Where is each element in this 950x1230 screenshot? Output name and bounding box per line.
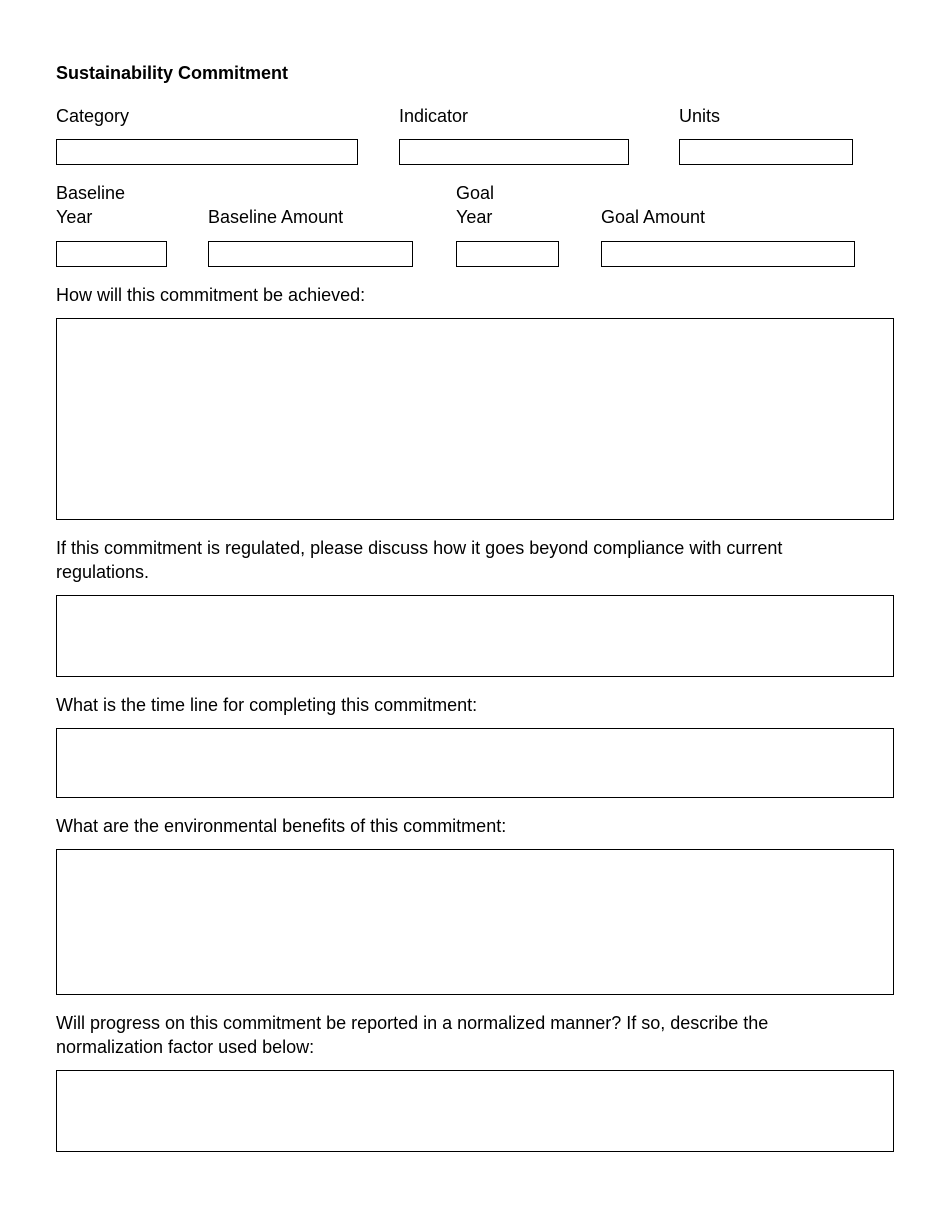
baseline-amount-input[interactable] bbox=[208, 241, 413, 267]
timeline-textarea[interactable] bbox=[56, 728, 894, 798]
category-input[interactable] bbox=[56, 139, 358, 165]
baseline-amount-label: Baseline Amount bbox=[208, 207, 344, 227]
goal-year-input[interactable] bbox=[456, 241, 559, 267]
normalization-textarea[interactable] bbox=[56, 1070, 894, 1152]
baseline-year-input[interactable] bbox=[56, 241, 167, 267]
regulation-question-label: If this commitment is regulated, please discuss how it goes beyond compliance with current regulations. bbox=[56, 538, 783, 582]
achievement-textarea[interactable] bbox=[56, 318, 894, 520]
normalization-question-label: Will progress on this commitment be reported in a normalized manner? If so, describe the normalization factor used below: bbox=[56, 1013, 769, 1057]
regulation-textarea[interactable] bbox=[56, 595, 894, 677]
category-label: Category bbox=[56, 106, 130, 126]
indicator-label: Indicator bbox=[399, 106, 469, 126]
benefits-question-label: What are the environmental benefits of this commitment: bbox=[56, 816, 507, 836]
units-input[interactable] bbox=[679, 139, 853, 165]
baseline-year-label bbox=[56, 181, 125, 229]
goal-year-label-line2: Year bbox=[456, 207, 493, 227]
baseline-year-label-line1: Baseline bbox=[56, 183, 126, 203]
goal-amount-label: Goal Amount bbox=[601, 207, 706, 227]
form-title: Sustainability Commitment bbox=[56, 63, 289, 83]
goal-year-label bbox=[456, 181, 494, 229]
goal-year-label-line1: Goal bbox=[456, 183, 495, 203]
timeline-question-label: What is the time line for completing this commitment: bbox=[56, 695, 478, 715]
indicator-input[interactable] bbox=[399, 139, 629, 165]
benefits-textarea[interactable] bbox=[56, 849, 894, 995]
achievement-question-label: How will this commitment be achieved: bbox=[56, 285, 366, 305]
goal-amount-input[interactable] bbox=[601, 241, 855, 267]
baseline-year-label-line2: Year bbox=[56, 207, 93, 227]
units-label: Units bbox=[679, 106, 721, 126]
